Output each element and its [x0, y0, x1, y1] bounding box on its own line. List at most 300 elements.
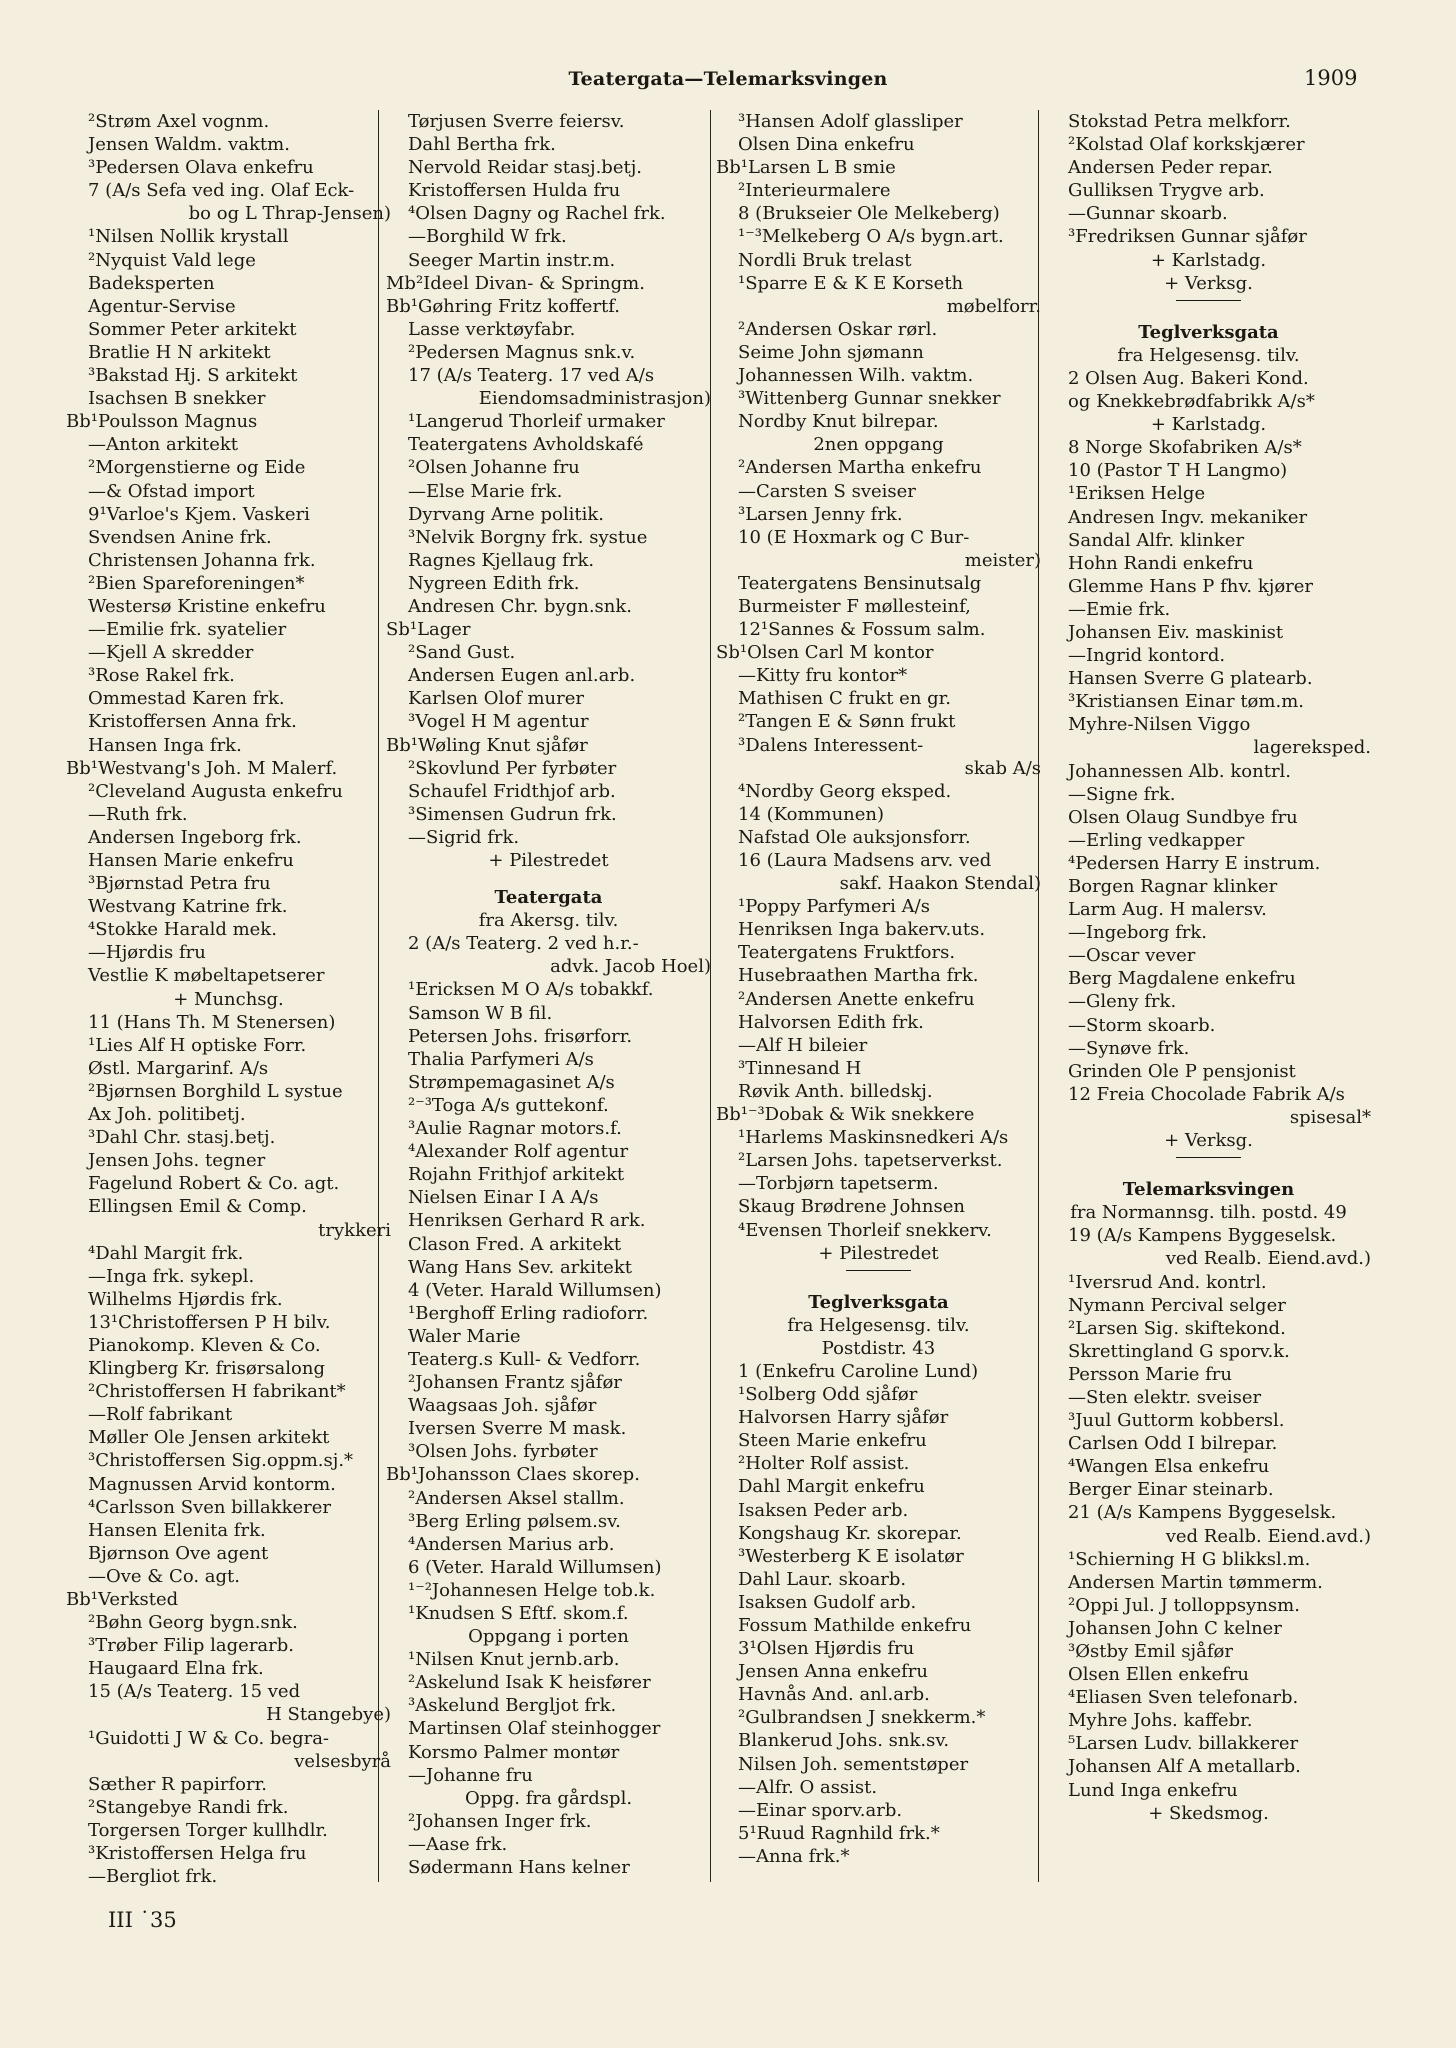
entry: ³Tinnesand H — [738, 1057, 862, 1079]
entry: Tørjusen Sverre feiersv. — [408, 111, 625, 132]
entry: Bb¹Wøling Knut sjåfør — [386, 734, 588, 756]
entry: Dahl Laur. skoarb. — [738, 1568, 907, 1590]
entry: ¹Iversrud And. kontrl. — [1068, 1271, 1267, 1293]
entry: Badeksperten — [88, 272, 215, 294]
entry: —Storm skoarb. — [1068, 1014, 1216, 1036]
cross-street: + Karlstadg. — [1150, 249, 1267, 271]
entry: ²Tangen E & Sønn frukt — [738, 711, 956, 733]
entry: ³Dalens Interessent- — [738, 734, 924, 756]
entry: —Else Marie frk. — [408, 480, 563, 502]
entry: Østl. Margarinf. A/s — [88, 1057, 269, 1079]
entry: Olsen Olaug Sundbye fru — [1068, 806, 1298, 828]
entry: Sæther R papirforr. — [88, 1773, 267, 1795]
entry: —Gunnar skoarb. — [1068, 203, 1228, 225]
entry: Halvorsen Edith frk. — [738, 1011, 924, 1033]
entry: —Ove & Co. agt. — [88, 1565, 240, 1587]
entry: ²Andersen Anette enkefru — [738, 988, 975, 1010]
entry: Henriksen Gerhard R ark. — [408, 1210, 646, 1232]
entry: 2nen oppgang — [813, 434, 944, 456]
entry: Svendsen Anine frk. — [88, 526, 272, 548]
entry: ²Bien Spareforeningen* — [88, 572, 305, 594]
entry: ⁴Carlsson Sven billakkerer — [88, 1496, 332, 1518]
entry: 10 (E Hoxmark og C Bur- — [738, 526, 970, 548]
entry: ²Andersen Aksel stallm. — [408, 1487, 625, 1509]
entry: Isachsen B snekker — [88, 388, 266, 410]
entry: Lund Inga enkefru — [1068, 1779, 1238, 1801]
entry: ²Strøm Axel vognm. — [88, 111, 270, 132]
entry: 5¹Ruud Ragnhild frk.* — [738, 1822, 940, 1844]
entry: Hansen Elenita frk. — [88, 1519, 266, 1541]
entry: og Knekkebrødfabrikk A/s* — [1068, 391, 1315, 413]
entry: Hansen Inga frk. — [88, 734, 242, 756]
gap — [386, 872, 711, 886]
street-subheading: fra Helgesensg. tilv. — [1117, 344, 1300, 366]
entry: ¹Nilsen Knut jernb.arb. — [408, 1649, 620, 1671]
entry: Nordli Bruk trelast — [738, 249, 912, 271]
entry: Mb²Ideel Divan- & Springm. — [386, 272, 645, 294]
entry: Nielsen Einar I A A/s — [408, 1187, 599, 1209]
entry: ³Pedersen Olava enkefru — [88, 157, 314, 179]
entry: ³Wittenberg Gunnar snekker — [738, 388, 1001, 410]
entry: ved Realb. Eiend.avd.) — [1165, 1248, 1371, 1270]
footer-signature: III ˙35 — [108, 1908, 177, 1932]
entry: —Sigrid frk. — [408, 826, 520, 848]
entry: ²Christoffersen H fabrikant* — [88, 1381, 346, 1403]
entry: ¹Harlems Maskinsnedkeri A/s — [738, 1127, 1009, 1149]
page-number: 1909 — [1304, 66, 1358, 90]
entry: Nafstad Ole auksjonsforr. — [738, 826, 971, 848]
entry: ⁴Alexander Rolf agentur — [408, 1141, 629, 1163]
entry: —Alfr. O assist. — [738, 1776, 878, 1798]
entry: ²Skovlund Per fyrbøter — [408, 757, 617, 779]
entry: 11 (Hans Th. M Stenersen) — [88, 1011, 336, 1033]
entry: ³Vogel H M agentur — [408, 711, 589, 733]
entry: —Emilie frk. syatelier — [88, 619, 287, 641]
entry: ²Pedersen Magnus snk.v. — [408, 341, 636, 363]
entry: sakf. Haakon Stendal) — [839, 873, 1041, 895]
entry: Havnås And. anl.arb. — [738, 1684, 930, 1706]
entry: ⁴Wangen Elsa enkefru — [1068, 1456, 1270, 1478]
entry: Strømpemagasinet A/s — [408, 1071, 615, 1093]
street-subheading: fra Helgesensg. tilv. — [787, 1314, 970, 1336]
entry: Hohn Randi enkefru — [1068, 552, 1254, 574]
entry: Johannessen Alb. kontrl. — [1068, 760, 1292, 782]
entry: —Ingrid kontord. — [1068, 645, 1226, 667]
entry: Ax Joh. politibetj. — [88, 1104, 246, 1126]
entry: Nilsen Joh. sementstøper — [738, 1753, 969, 1775]
entry: Andresen Ingv. mekaniker — [1068, 506, 1308, 528]
entry: ²Askelund Isak K heisfører — [408, 1672, 651, 1694]
entry: ⁴Evensen Thorleif snekkerv. — [738, 1219, 992, 1241]
entry: Mathisen C frukt en gr. — [738, 688, 952, 710]
entry: Olsen Ellen enkefru — [1068, 1664, 1250, 1686]
street-subheading: fra Akersg. tilv. — [478, 910, 619, 932]
entry: —Anton arkitekt — [88, 434, 239, 456]
entry: 15 (A/s Teaterg. 15 ved — [88, 1681, 301, 1703]
entry: ⁴Pedersen Harry E instrum. — [1068, 852, 1321, 874]
street-heading: Teglverksgata — [1138, 321, 1279, 343]
cross-street: + Verksg. — [1164, 1130, 1253, 1152]
entry: 3¹Olsen Hjørdis fru — [738, 1638, 915, 1660]
entry: Johansen Eiv. maskinist — [1068, 621, 1284, 643]
entry: Dahl Bertha frk. — [408, 134, 556, 156]
entry: —Aase frk. — [408, 1833, 508, 1855]
entry: møbelforr. — [946, 295, 1041, 317]
entry: ⁴Stokke Harald mek. — [88, 919, 277, 941]
cross-street: + Karlstadg. — [1150, 414, 1267, 436]
entry: Oppg. fra gårdspl. — [464, 1787, 633, 1809]
cross-street: + Pilestredet — [818, 1242, 939, 1264]
entry: Torgersen Torger kullhdlr. — [88, 1819, 328, 1841]
entry: Waagsaas Joh. sjåfør — [408, 1395, 597, 1417]
entry: 2 Olsen Aug. Bakeri Kond. — [1068, 367, 1309, 389]
entry: 9¹Varloe's Kjem. Vaskeri — [88, 503, 310, 525]
entry: Thalia Parfymeri A/s — [408, 1048, 594, 1070]
entry: Andersen Peder repar. — [1068, 157, 1273, 179]
entry: —Ruth frk. — [88, 803, 188, 825]
entry: Teaterg.s Kull- & Vedforr. — [408, 1348, 641, 1370]
entry: Johansen Alf A metallarb. — [1068, 1756, 1301, 1778]
entry: Johannessen Wilh. vaktm. — [738, 365, 974, 387]
section-rule — [1046, 295, 1371, 307]
cross-street: + Verksg. — [1164, 272, 1253, 294]
entry: ²Bjørnsen Borghild L systue — [88, 1080, 343, 1102]
entry: Olsen Dina enkefru — [738, 134, 915, 156]
entry: Nervold Reidar stasj.betj. — [408, 157, 643, 179]
entry: Magnussen Arvid kontorm. — [88, 1473, 336, 1495]
entry: ³Christoffersen Sig.oppm.sj.* — [88, 1450, 354, 1472]
entry: ²Larsen Sig. skiftekond. — [1068, 1317, 1286, 1339]
entry: Bratlie H N arkitekt — [88, 341, 271, 363]
entry: 12 Freia Chocolade Fabrik A/s — [1068, 1083, 1345, 1105]
entry: ²Nyquist Vald lege — [88, 249, 256, 271]
street-heading: Teglverksgata — [808, 1291, 949, 1313]
entry: Møller Ole Jensen arkitekt — [88, 1427, 330, 1449]
entry: ³Olsen Johs. fyrbøter — [408, 1441, 598, 1463]
entry: ⁴Eliasen Sven telefonarb. — [1068, 1687, 1299, 1709]
entry: ²Sand Gust. — [408, 642, 516, 664]
entry: Andersen Ingeborg frk. — [88, 826, 302, 848]
entry: —Sten elektr. sveiser — [1068, 1386, 1262, 1408]
entry: Borgen Ragnar klinker — [1068, 876, 1278, 897]
entry: ³Berg Erling pølsem.sv. — [408, 1510, 621, 1532]
entry: ³Larsen Jenny frk. — [738, 503, 903, 525]
entry: Jensen Anna enkefru — [738, 1661, 928, 1683]
entry: —Kitty fru kontor* — [738, 665, 908, 687]
street-heading: Teatergata — [494, 887, 603, 909]
entry: Karlsen Olof murer — [408, 688, 585, 710]
entry: ¹Poppy Parfymeri A/s — [738, 896, 930, 918]
entry: ¹⁻²Johannesen Helge tob.k. — [408, 1579, 656, 1601]
entry: Andersen Martin tømmerm. — [1068, 1571, 1323, 1593]
entry: Grinden Ole P pensjonist — [1068, 1060, 1296, 1082]
entry: Bb¹Johansson Claes skorep. — [386, 1464, 640, 1486]
entry: ⁴Nordby Georg eksped. — [738, 780, 952, 802]
entry: Vestlie K møbeltapetserer — [88, 965, 325, 987]
entry: ¹Nilsen Nollik krystall — [88, 226, 289, 248]
postal-district: Postdistr. 43 — [821, 1337, 936, 1359]
entry: bo og L Thrap-Jensen) — [188, 203, 391, 225]
entry: Westersø Kristine enkefru — [88, 595, 326, 617]
entry: ³Nelvik Borgny frk. systue — [408, 526, 648, 548]
entry: ³Rose Rakel frk. — [88, 665, 235, 687]
entry: Christensen Johanna frk. — [88, 549, 316, 571]
entry: Dyrvang Arne politik. — [408, 503, 605, 525]
entry: Seeger Martin instr.m. — [408, 249, 616, 271]
entry: ³Juul Guttorm kobbersl. — [1068, 1410, 1285, 1432]
entry: ³Trøber Filip lagerarb. — [88, 1635, 295, 1657]
section-rule — [716, 1265, 1041, 1277]
entry: 12¹Sannes & Fossum salm. — [738, 619, 986, 641]
entry: ³Simensen Gudrun frk. — [408, 803, 617, 825]
entry: ²Interieurmalere — [738, 180, 891, 202]
section-rule — [1046, 1152, 1371, 1164]
entry: ⁴Dahl Margit frk. — [88, 1242, 244, 1264]
entry: ³Aulie Ragnar motors.f. — [408, 1118, 622, 1140]
entry: Fagelund Robert & Co. agt. — [88, 1173, 340, 1195]
entry: Waler Marie — [408, 1325, 521, 1347]
street-subheading: fra Normannsg. tilh. postd. 49 — [1070, 1202, 1347, 1224]
entry: Gulliksen Trygve arb. — [1068, 180, 1265, 202]
entry: ¹Eriksen Helge — [1068, 483, 1206, 505]
entry: Sb¹Olsen Carl M kontor — [716, 642, 934, 664]
entry: ²Gulbrandsen J snekkerm.* — [738, 1707, 986, 1729]
entry: Clason Fred. A arkitekt — [408, 1233, 622, 1255]
entry: ²Johansen Inger frk. — [408, 1810, 592, 1832]
entry: 6 (Veter. Harald Willumsen) — [408, 1556, 662, 1578]
entry: —Signe frk. — [1068, 783, 1176, 805]
entry: Samson W B fil. — [408, 1002, 553, 1024]
entry: Nygreen Edith frk. — [408, 572, 580, 594]
entry: Husebraathen Martha frk. — [738, 965, 979, 987]
entry: ²Kolstad Olaf korkskjærer — [1068, 134, 1305, 156]
entry: ¹Solberg Odd sjåfør — [738, 1384, 918, 1406]
entry: —Synøve frk. — [1068, 1037, 1190, 1059]
entry: Steen Marie enkefru — [738, 1430, 927, 1452]
entry: Wang Hans Sev. arkitekt — [408, 1256, 632, 1278]
entry: ²Olsen Johanne fru — [408, 457, 580, 479]
entry: ¹Lies Alf H optiske Forr. — [88, 1034, 307, 1056]
running-title: Teatergata—Telemarksvingen — [568, 68, 888, 90]
entry: —Inga frk. sykepl. — [88, 1265, 255, 1287]
column-2 — [386, 110, 711, 1879]
entry: ²Johansen Frantz sjåfør — [408, 1372, 622, 1394]
entry: Klingberg Kr. frisørsalong — [88, 1358, 325, 1380]
entry: Lasse verktøyfabr. — [408, 318, 576, 340]
entry: —Alf H bileier — [738, 1034, 868, 1056]
column-1 — [66, 110, 391, 1888]
entry: ved Realb. Eiend.avd.) — [1165, 1525, 1371, 1547]
cross-street: + Munchsg. — [173, 988, 284, 1010]
entry: Westvang Katrine frk. — [88, 896, 288, 918]
gap — [1046, 1164, 1371, 1178]
entry: Skrettingland G sporv.k. — [1068, 1340, 1290, 1362]
entry: Røvik Anth. billedskj. — [738, 1080, 933, 1102]
street-heading: Telemarksvingen — [1122, 1179, 1295, 1201]
entry: ¹Knudsen S Eftf. skom.f. — [408, 1603, 629, 1624]
entry: —Johanne fru — [408, 1764, 533, 1786]
entry: ²⁻³Toga A/s guttekonf. — [408, 1094, 609, 1116]
entry: Teatergatens Avholdskafé — [408, 434, 644, 456]
entry: advk. Jacob Hoel) — [550, 956, 711, 978]
entry: Bb¹⁻³Dobak & Wik snekkere — [716, 1104, 975, 1126]
entry: Kristoffersen Anna frk. — [88, 711, 297, 733]
entry: 7 (A/s Sefa ved ing. Olaf Eck- — [88, 180, 355, 202]
entry: 8 (Brukseier Ole Melkeberg) — [738, 203, 1000, 225]
entry: Andersen Eugen anl.arb. — [408, 665, 636, 687]
entry: ⁴Olsen Dagny og Rachel frk. — [408, 203, 666, 225]
entry: 19 (A/s Kampens Byggeselsk. — [1068, 1225, 1337, 1247]
entry: Blankerud Johs. snk.sv. — [738, 1730, 950, 1752]
entry: Glemme Hans P fhv. kjører — [1068, 575, 1314, 597]
entry: Ommestad Karen frk. — [88, 688, 285, 710]
entry: Schaufel Fridthjof arb. — [408, 780, 616, 802]
entry: ³Dahl Chr. stasj.betj. — [88, 1127, 276, 1149]
entry: —Ingeborg frk. — [1068, 922, 1207, 944]
entry: trykkeri — [318, 1219, 391, 1241]
entry: Teatergatens Bensinutsalg — [738, 572, 982, 594]
gap — [716, 1277, 1041, 1291]
entry: ¹Berghoff Erling radioforr. — [408, 1302, 649, 1324]
entry: —Torbjørn tapetserm. — [738, 1173, 939, 1195]
entry: ²Andersen Martha enkefru — [738, 457, 982, 479]
entry: Bjørnson Ove agent — [88, 1542, 269, 1564]
entry: ²Andersen Oskar rørl. — [738, 318, 938, 340]
entry: Stokstad Petra melkforr. — [1068, 111, 1291, 132]
entry: —Borghild W frk. — [408, 226, 567, 248]
entry: ²Cleveland Augusta enkefru — [88, 780, 343, 802]
entry: Bb¹Westvang's Joh. M Malerf. — [66, 757, 338, 779]
entry: Sødermann Hans kelner — [408, 1857, 630, 1879]
entry: Eiendomsadministrasjon) — [478, 388, 711, 410]
entry: ¹Langerud Thorleif urmaker — [408, 411, 665, 433]
entry: velsesbyrå — [294, 1750, 391, 1772]
entry: Johansen John C kelner — [1068, 1617, 1282, 1639]
entry: ¹⁻³Melkeberg O A/s bygn.art. — [738, 226, 1004, 248]
entry: Rojahn Frithjof arkitekt — [408, 1164, 625, 1186]
entry: Seime John sjømann — [738, 341, 924, 363]
entry: skab A/s — [964, 757, 1041, 779]
entry: Myhre-Nilsen Viggo — [1068, 714, 1251, 736]
entry: Sandal Alfr. klinker — [1068, 529, 1245, 551]
entry: ²Stangebye Randi frk. — [88, 1796, 289, 1818]
entry: Isaksen Gudolf arb. — [738, 1591, 917, 1613]
gap — [1046, 307, 1371, 321]
entry: Henriksen Inga bakerv.uts. — [738, 919, 986, 941]
entry: Jensen Waldm. vaktm. — [88, 134, 290, 156]
entry: ³Bakstad Hj. S arkitekt — [88, 365, 298, 387]
entry: —& Ofstad import — [88, 480, 255, 502]
entry: ⁵Larsen Ludv. billakkerer — [1068, 1733, 1299, 1755]
entry: 16 (Laura Madsens arv. ved — [738, 850, 992, 871]
entry: —Emie frk. — [1068, 598, 1171, 620]
entry: ³Bjørnstad Petra fru — [88, 873, 271, 895]
cross-street: + Skedsmog. — [1148, 1802, 1269, 1824]
cross-street: + Pilestredet — [488, 850, 609, 871]
entry: 10 (Pastor T H Langmo) — [1068, 460, 1288, 482]
column-4 — [1046, 110, 1371, 1825]
entry: Halvorsen Harry sjåfør — [738, 1407, 949, 1429]
entry: spisesal* — [1289, 1106, 1371, 1128]
entry: Haugaard Elna frk. — [88, 1658, 264, 1680]
entry: ²Morgenstierne og Eide — [88, 457, 306, 479]
entry: Sb¹Lager — [386, 619, 471, 641]
entry: —Rolf fabrikant — [88, 1404, 233, 1426]
entry: Hansen Sverre G platearb. — [1068, 668, 1313, 690]
entry: Skaug Brødrene Johnsen — [738, 1196, 965, 1218]
entry: Jensen Johs. tegner — [88, 1150, 266, 1172]
entry: Bb¹Gøhring Fritz koffertf. — [386, 295, 621, 317]
entry: ³Westerberg K E isolatør — [738, 1545, 964, 1567]
entry: Petersen Johs. frisørforr. — [408, 1025, 633, 1047]
entry: Fossum Mathilde enkefru — [738, 1615, 972, 1636]
entry: ¹Guidotti J W & Co. begra- — [88, 1727, 330, 1749]
entry: ³Kristiansen Einar tøm.m. — [1068, 691, 1304, 713]
entry: ²Bøhn Georg bygn.snk. — [88, 1612, 298, 1634]
entry: Nordby Knut bilrepar. — [738, 411, 939, 433]
entry: ¹Schierning H G blikksl.m. — [1068, 1548, 1311, 1570]
entry: —Kjell A skredder — [88, 642, 254, 664]
entry: H Stangebye) — [266, 1704, 391, 1726]
entry: Oppgang i porten — [468, 1626, 629, 1648]
entry: Andresen Chr. bygn.snk. — [408, 595, 632, 617]
entry: ²Larsen Johs. tapetserverkst. — [738, 1150, 1003, 1172]
entry: Korsmo Palmer montør — [408, 1741, 620, 1763]
entry: 2 (A/s Teaterg. 2 ved h.r.- — [408, 933, 639, 955]
entry: Myhre Johs. kaffebr. — [1068, 1710, 1253, 1732]
entry: meister) — [964, 549, 1041, 571]
entry: —Anna frk.* — [738, 1845, 850, 1867]
entry: —Einar sporv.arb. — [738, 1799, 903, 1821]
entry: ¹Ericksen M O A/s tobakkf. — [408, 979, 654, 1001]
entry: 8 Norge Skofabriken A/s* — [1068, 437, 1302, 459]
entry: Berger Einar steinarb. — [1068, 1479, 1274, 1501]
entry: ¹Sparre E & K E Korseth — [738, 272, 964, 294]
entry: Nymann Percival selger — [1068, 1294, 1286, 1316]
entry: Sommer Peter arkitekt — [88, 318, 297, 340]
entry: Dahl Margit enkefru — [738, 1476, 925, 1498]
entry: Agentur-Servise — [88, 295, 236, 317]
entry: Ellingsen Emil & Comp. — [88, 1196, 307, 1218]
entry: —Oscar vever — [1068, 945, 1196, 967]
column-3 — [716, 110, 1041, 1868]
entry: —Gleny frk. — [1068, 991, 1177, 1013]
entry: Wilhelms Hjørdis frk. — [88, 1288, 283, 1310]
entry: Bb¹Verksted — [66, 1589, 179, 1610]
entry: Kongshaug Kr. skorepar. — [738, 1522, 962, 1544]
entry: Burmeister F møllesteinf, — [738, 595, 971, 617]
entry: Iversen Sverre M mask. — [408, 1418, 627, 1440]
entry: ²Oppi Jul. J tolloppsynsm. — [1068, 1594, 1300, 1616]
entry: —Bergliot frk. — [88, 1866, 218, 1888]
entry: Bb¹Larsen L B smie — [716, 157, 896, 179]
entry: Kristoffersen Hulda fru — [408, 180, 621, 202]
entry: Pianokomp. Kleven & Co. — [88, 1334, 321, 1356]
entry: 17 (A/s Teaterg. 17 ved A/s — [408, 365, 655, 387]
entry: 13¹Christoffersen P H bilv. — [88, 1311, 331, 1333]
entry: ⁴Andersen Marius arb. — [408, 1533, 615, 1555]
entry: ³Fredriksen Gunnar sjåfør — [1068, 226, 1307, 248]
entry: ³Askelund Bergljot frk. — [408, 1695, 617, 1717]
entry: —Carsten S sveiser — [738, 480, 916, 502]
entry: ³Hansen Adolf glassliper — [738, 111, 963, 132]
entry: Larm Aug. H malersv. — [1068, 899, 1267, 921]
entry: lagereksped. — [1253, 737, 1371, 759]
entry: Persson Marie fru — [1068, 1363, 1232, 1385]
entry: 4 (Veter. Harald Willumsen) — [408, 1279, 662, 1301]
entry: Bb¹Poulsson Magnus — [66, 411, 258, 433]
entry: 14 (Kommunen) — [738, 803, 885, 825]
